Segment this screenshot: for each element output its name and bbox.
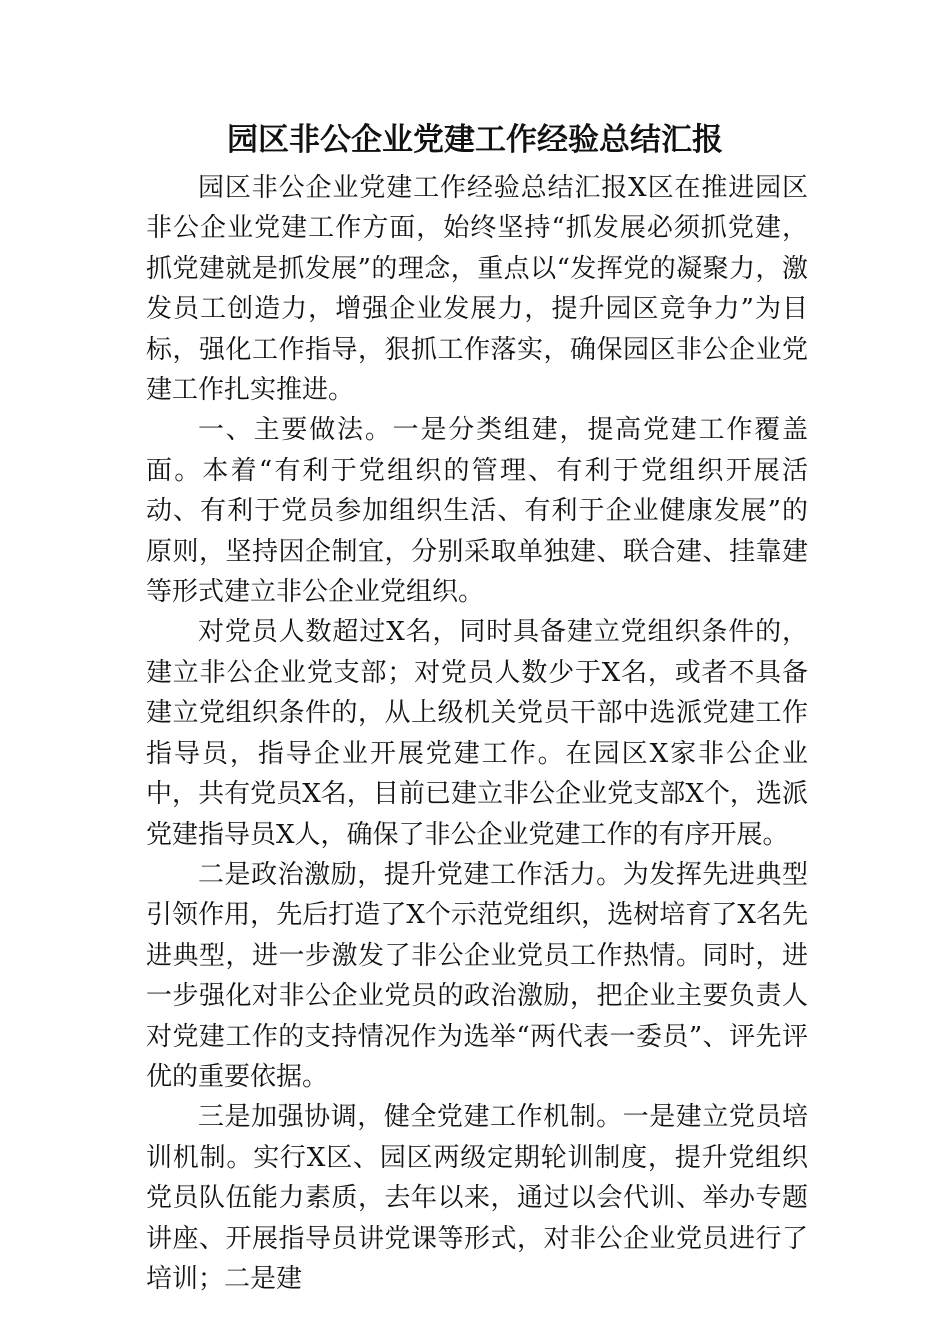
paragraph-intro: 园区非公企业党建工作经验总结汇报X区在推进园区非公企业党建工作方面，始终坚持“抓发展必须抓党建，抓党建就是抓发展”的理念，重点以“发挥党的凝聚力，激发员工创造力，增强企业发展力，提升园区竞争力”为目标，强化工作指导，狠抓工作落实，确保园区非公企业党建工作扎实推进。: [146, 173, 808, 406]
paragraph-political-incentive: 二是政治激励，提升党建工作活力。为发挥先进典型引领作用，先后打造了X个示范党组织，选树培育了X名先进典型，进一步激发了非公企业党员工作热情。同时，进一步强化对非公企业党员的政治激励，把企业主要负责人对党建工作的支持情况作为选举“两代表一委员”、评先评优的重要依据。: [146, 859, 808, 1092]
document-title: 园区非公企业党建工作经验总结汇报: [227, 122, 723, 158]
paragraph-party-member-count: 对党员人数超过X名，同时具备建立党组织条件的，建立非公企业党支部；对党员人数少于X名，或者不具备建立党组织条件的，从上级机关党员干部中选派党建工作指导员，指导企业开展党建工作。在园区X家非公企业中，共有党员X名，目前已建立非公企业党支部X个，选派党建指导员X人，确保了非公企业党建工作的有序开展。: [146, 617, 808, 850]
document-body: [146, 168, 808, 1299]
paragraph-main-practice: 一、主要做法。一是分类组建，提高党建工作覆盖面。本着“有利于党组织的管理、有利于党组织开展活动、有利于党员参加组织生活、有利于企业健康发展”的原则，坚持因企制宜，分别采取单独建、联合建、挂靠建等形式建立非公企业党组织。: [146, 415, 808, 608]
paragraph-coordination-mechanism: 三是加强协调，健全党建工作机制。一是建立党员培训机制。实行X区、园区两级定期轮训制度，提升党组织党员队伍能力素质，去年以来，通过以会代训、举办专题讲座、开展指导员讲党课等形式，对非公企业党员进行了培训；二是建: [146, 1102, 808, 1294]
